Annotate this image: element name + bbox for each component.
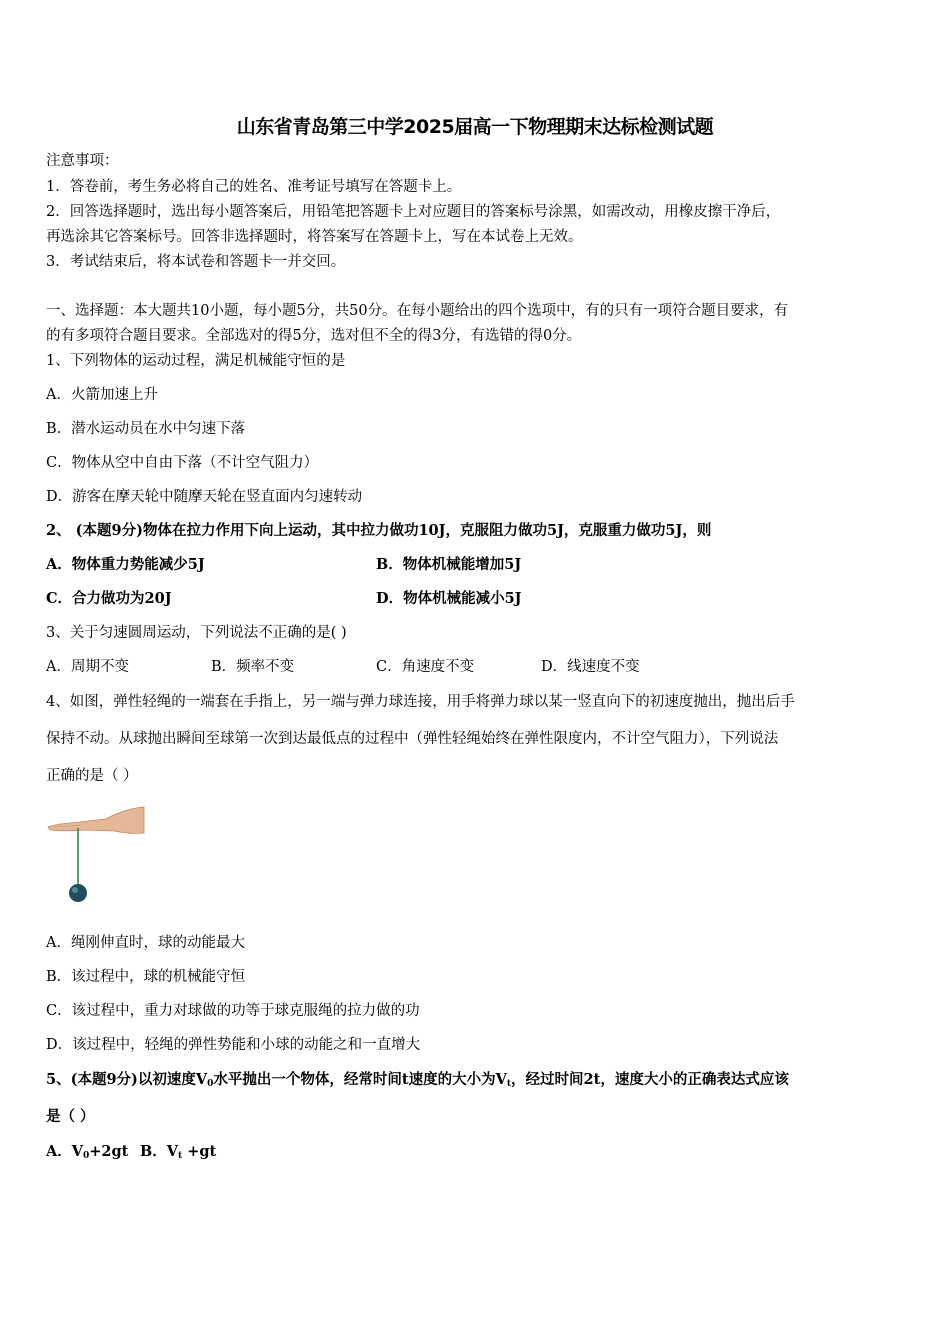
q5-subscript: t bbox=[178, 1151, 183, 1161]
q4-option-d: D．该过程中，轻绳的弹性势能和小球的动能之和一直增大 bbox=[46, 1037, 421, 1053]
q5-text: 水平抛出一个物体，经常时间t速度的大小为V bbox=[213, 1071, 507, 1088]
page-title: 山东省青岛第三中学2025届高一下物理期末达标检测试题 bbox=[236, 116, 714, 138]
q1-option-c: C．物体从空中自由下落（不计空气阻力） bbox=[46, 455, 319, 471]
q4-option-a: A．绳刚伸直时，球的动能最大 bbox=[46, 935, 245, 951]
q5-option-a bbox=[46, 1142, 128, 1166]
q4-option-b: B．该过程中，球的机械能守恒 bbox=[46, 969, 246, 985]
notice-item: 1．答卷前，考生务必将自己的姓名、准考证号填写在答题卡上。 bbox=[46, 179, 462, 195]
q2-option-b: B．物体机械能增加5J bbox=[376, 556, 522, 573]
notice-heading: 注意事项： bbox=[46, 153, 119, 169]
notice-item: 2．回答选择题时，选出每小题答案后，用铅笔把答题卡上对应题目的答案标号涂黑，如需改动，用橡皮擦干净后， bbox=[46, 204, 781, 220]
q4-option-c: C．该过程中，重力对球做的功等于球克服绳的拉力做的功 bbox=[46, 1003, 420, 1019]
q2-option-c: C．合力做功为20J bbox=[46, 590, 172, 607]
notice-item: 再选涂其它答案标号。回答非选择题时，将答案写在答题卡上，写在本试卷上无效。 bbox=[46, 229, 583, 245]
ball-icon bbox=[69, 884, 87, 902]
question-5-stem bbox=[46, 1070, 789, 1094]
q3-option-b: B．频率不变 bbox=[211, 659, 295, 675]
section-intro: 的有多项符合题目要求。全部选对的得5分，选对但不全的得3分，有选错的得0分。 bbox=[46, 328, 582, 344]
q5-subscript: 0 bbox=[207, 1079, 214, 1089]
q1-option-b: B．潜水运动员在水中匀速下落 bbox=[46, 421, 246, 437]
q5-subscript: 0 bbox=[83, 1151, 90, 1161]
q5-text: ，经过时间2t，速度大小的正确表达式应该 bbox=[511, 1071, 789, 1088]
q1-option-a: A．火箭加速上升 bbox=[46, 387, 158, 403]
question-5-stem: 是（ ） bbox=[46, 1108, 95, 1125]
question-4-stem: 保持不动。从球抛出瞬间至球第一次到达最低点的过程中（弹性轻绳始终在弹性限度内，不计空气阻力），下列说法 bbox=[46, 731, 779, 747]
hand-ball-figure bbox=[46, 805, 146, 905]
q3-option-d: D．线速度不变 bbox=[541, 659, 640, 675]
q5-option-text: +gt bbox=[182, 1143, 217, 1160]
q5-option-text: +2gt bbox=[89, 1143, 129, 1160]
q3-option-a: A．周期不变 bbox=[46, 659, 129, 675]
q3-option-c: C．角速度不变 bbox=[376, 659, 475, 675]
q5-option-text: A．V bbox=[46, 1143, 84, 1160]
question-1-stem: 1、下列物体的运动过程，满足机械能守恒的是 bbox=[46, 353, 346, 369]
question-4-stem: 4、如图，弹性轻绳的一端套在手指上，另一端与弹力球连接，用手将弹力球以某一竖直向下的初速度抛出，抛出后手 bbox=[46, 694, 795, 710]
section-intro: 一、选择题：本大题共10小题，每小题5分，共50分。在每小题给出的四个选项中，有的只有一项符合题目要求，有 bbox=[46, 303, 789, 319]
q5-option-b bbox=[140, 1142, 216, 1166]
q2-option-a: A．物体重力势能减少5J bbox=[46, 556, 205, 573]
q2-option-d: D．物体机械能减小5J bbox=[376, 590, 522, 607]
notice-item: 3．考试结束后，将本试卷和答题卡一并交回。 bbox=[46, 254, 346, 270]
q5-text: 5、(本题9分)以初速度V bbox=[46, 1071, 208, 1088]
question-4-stem: 正确的是（ ） bbox=[46, 768, 138, 784]
q5-subscript: t bbox=[506, 1079, 512, 1089]
question-2-stem: 2、 (本题9分)物体在拉力作用下向上运动，其中拉力做功10J，克服阻力做功5J，克服重力做功5J，则 bbox=[46, 522, 712, 539]
q1-option-d: D．游客在摩天轮中随摩天轮在竖直面内匀速转动 bbox=[46, 489, 363, 505]
hand-icon bbox=[48, 807, 144, 833]
question-3-stem: 3、关于匀速圆周运动，下列说法不正确的是( ) bbox=[46, 625, 347, 641]
q5-option-text: B．V bbox=[140, 1143, 179, 1160]
